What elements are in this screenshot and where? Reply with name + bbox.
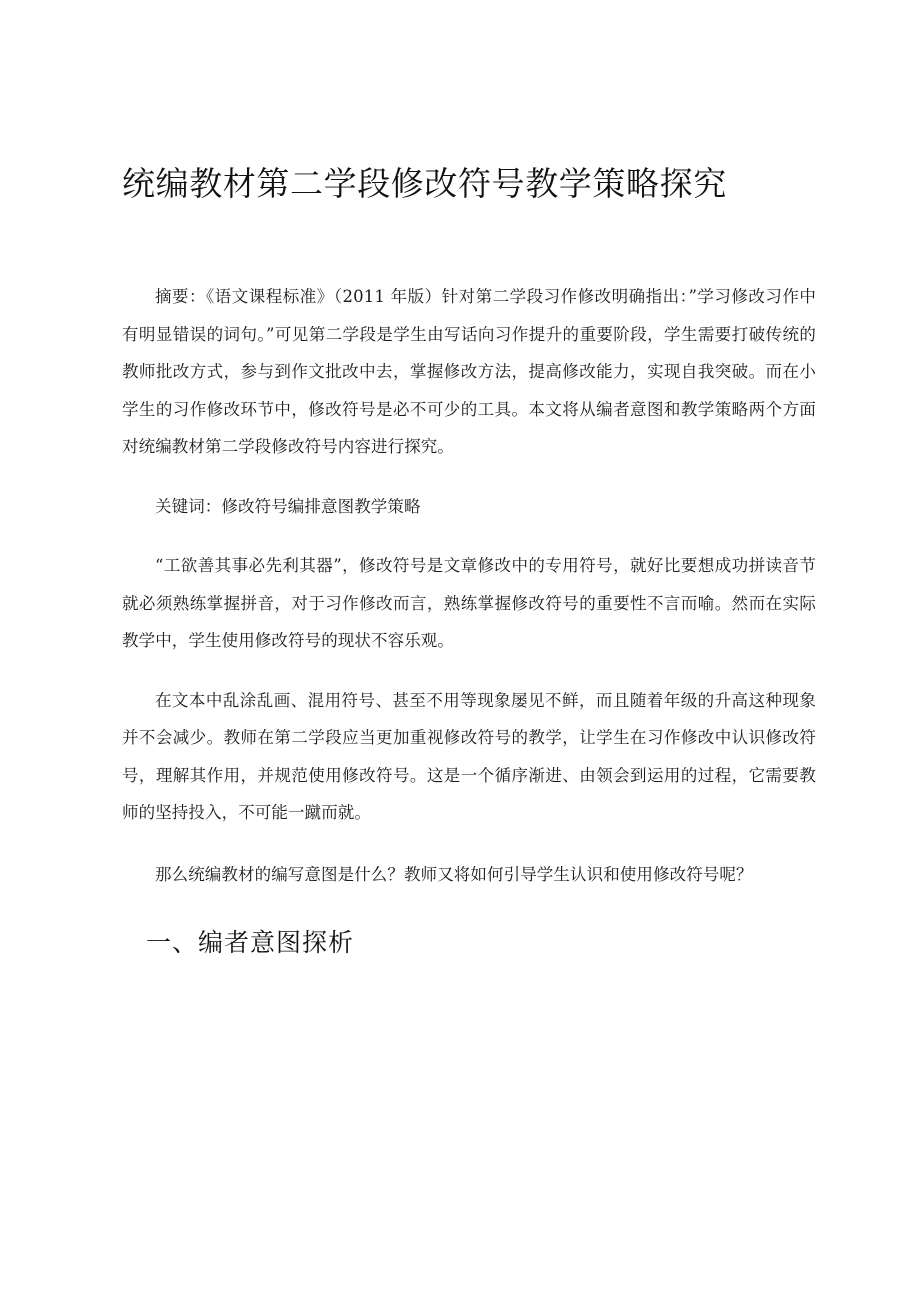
body-paragraph-3: 那么统编教材的编写意图是什么？教师又将如何引导学生认识和使用修改符号呢？ [155,864,753,884]
section-heading-1: 一、编者意图探析 [146,928,355,958]
abstract-paragraph: 摘要：《语文课程标准》（2011 年版）针对第二学段习作修改明确指出：”学习修改习作中有明显错误的词句。”可见第二学段是学生由写话向习作提升的重要阶段，学生需要打破传统的教师批改方式，参与到作文批改中去，掌握修改方法，提高修改能力，实现自我突破。而在小学生的习作修改环节中，修改符号是必不可少的工具。本文将从编者意图和教学策略两个方面对统编教材第二学段修改符号内容进行探究。 [122,287,816,457]
page-content [122,0,816,963]
body-paragraph-1: “工欲善其事必先利其器”，修改符号是文章修改中的专用符号，就好比要想成功拼读音节就必须熟练掌握拼音，对于习作修改而言，熟练掌握修改符号的重要性不言而喻。然而在实际教学中，学生使用修改符号的现状不容乐观。 [122,556,816,651]
page-title: 统编教材第二学段修改符号教学策略探究 [122,164,727,203]
body-paragraph-2: 在文本中乱涂乱画、混用符号、甚至不用等现象屡见不鲜，而且随着年级的升高这种现象并不会减少。教师在第二学段应当更加重视修改符号的教学，让学生在习作修改中认识修改符号，理解其作用，并规范使用修改符号。这是一个循序渐进、由领会到运用的过程，它需要教师的坚持投入，不可能一蹴而就。 [122,690,816,823]
keywords-line: 关键词：修改符号编排意图教学策略 [155,496,421,516]
